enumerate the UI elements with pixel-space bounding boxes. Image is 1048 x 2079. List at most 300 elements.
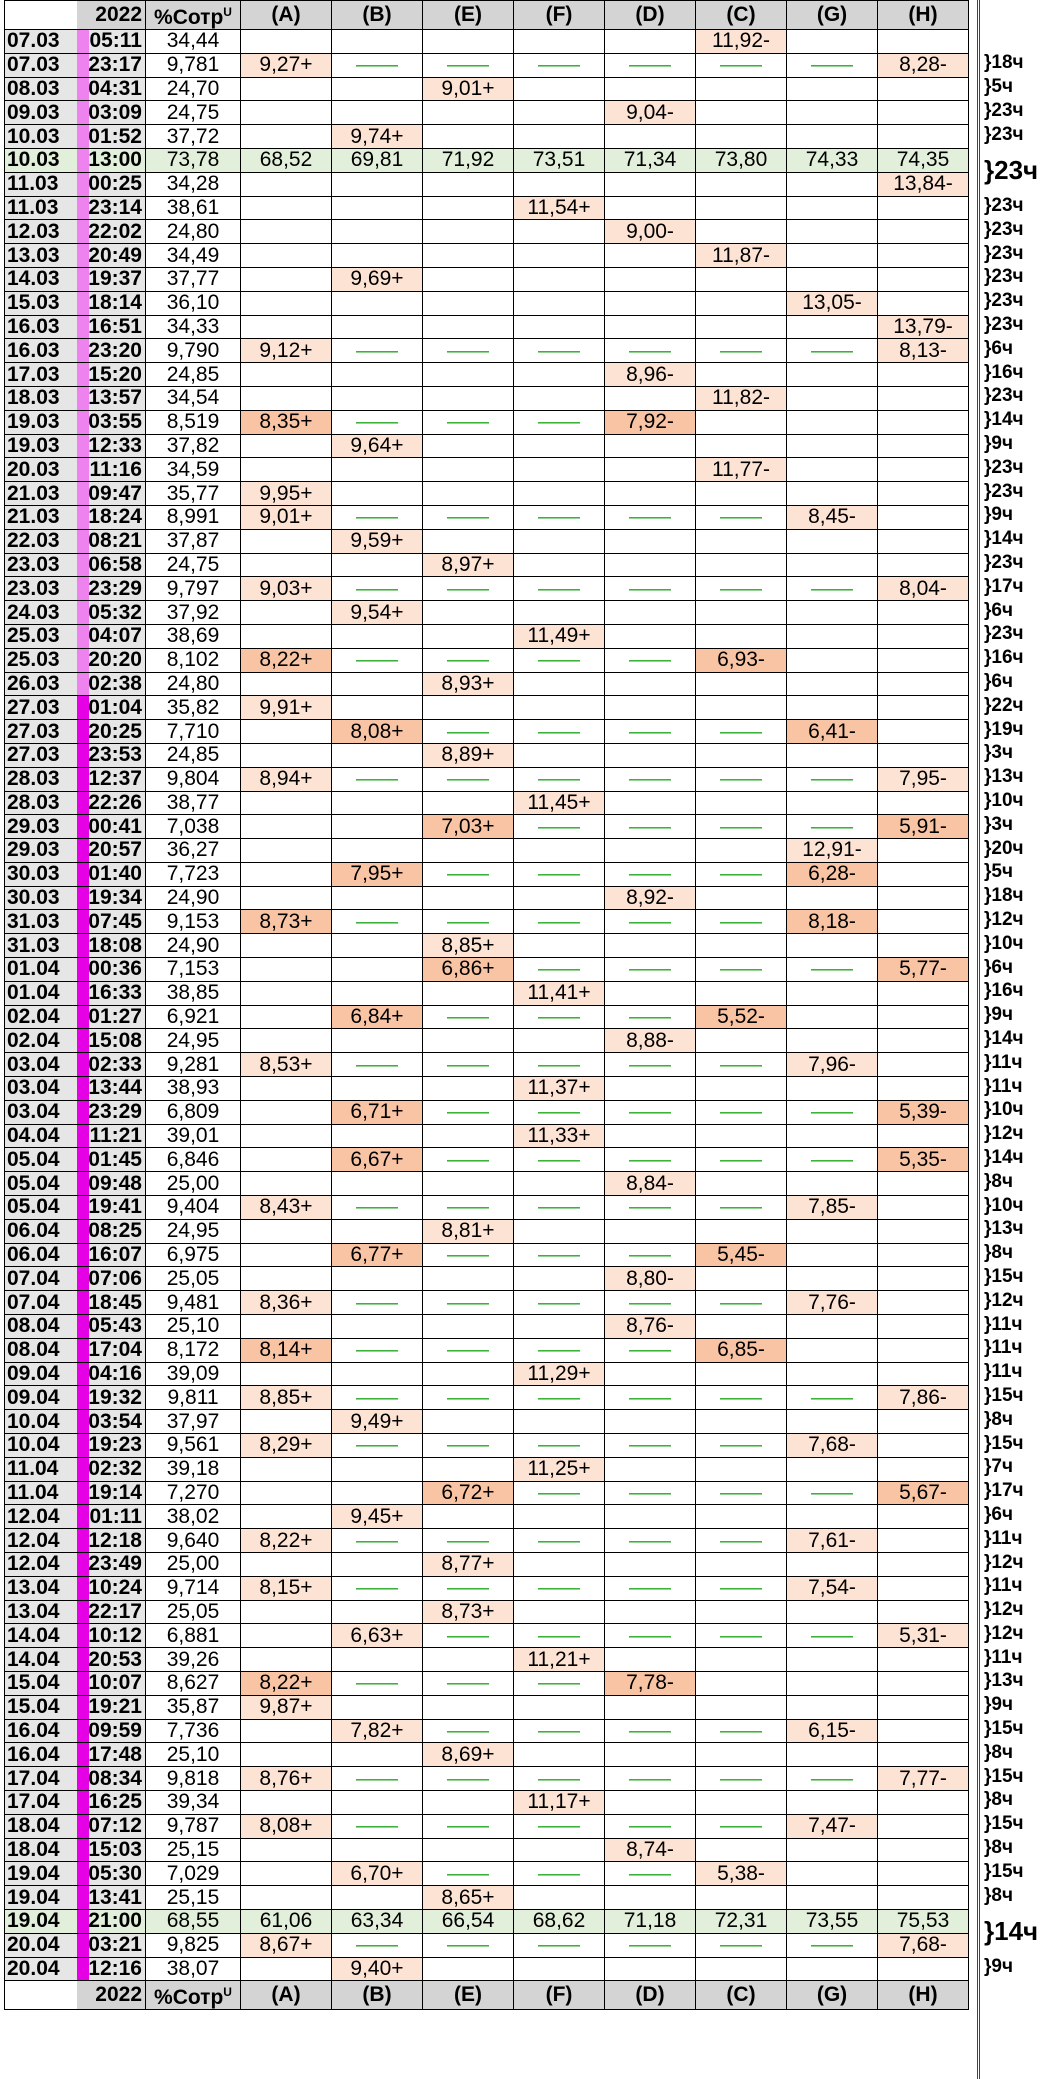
cell-b: —— <box>332 1933 423 1957</box>
interval-table <box>4 0 969 2010</box>
cell-g <box>787 1315 878 1339</box>
row-pct: 6,809 <box>146 1100 241 1124</box>
cell-g <box>787 77 878 101</box>
cell-h <box>878 624 969 648</box>
cell-a: 8,94+ <box>241 767 332 791</box>
row-pct: 39,01 <box>146 1124 241 1148</box>
cell-c: 11,92- <box>696 30 787 54</box>
interval-mark: }11ч <box>984 1313 1023 1335</box>
row-date: 06.04 <box>5 1243 77 1267</box>
period-marker <box>77 1862 89 1885</box>
row-time: 11:16 <box>77 458 146 482</box>
interval-mark: }15ч <box>984 1813 1024 1835</box>
cell-h: 7,77- <box>878 1767 969 1791</box>
cell-a <box>241 672 332 696</box>
cell-d <box>605 672 696 696</box>
cell-c <box>696 1838 787 1862</box>
cell-c: 5,52- <box>696 1005 787 1029</box>
table-row <box>5 1315 969 1339</box>
cell-f <box>514 458 605 482</box>
row-pct: 68,55 <box>146 1909 241 1933</box>
interval-mark: }23ч <box>984 155 1039 186</box>
header-col-h: (H) <box>878 1 969 30</box>
cell-b <box>332 839 423 863</box>
row-time: 11:21 <box>77 1124 146 1148</box>
cell-h: 8,04- <box>878 577 969 601</box>
interval-mark: }16ч <box>984 647 1024 669</box>
cell-d: —— <box>605 1481 696 1505</box>
row-time: 00:36 <box>77 958 146 982</box>
table-row <box>5 1196 969 1220</box>
cell-b <box>332 815 423 839</box>
row-pct: 7,038 <box>146 815 241 839</box>
cell-c: 11,82- <box>696 386 787 410</box>
cell-a: 9,01+ <box>241 505 332 529</box>
row-time: 15:08 <box>77 1029 146 1053</box>
row-time: 23:17 <box>77 53 146 77</box>
cell-d: —— <box>605 1243 696 1267</box>
cell-c <box>696 529 787 553</box>
row-date: 25.03 <box>5 648 77 672</box>
table-row <box>5 1553 969 1577</box>
cell-a <box>241 196 332 220</box>
cell-g <box>787 30 878 54</box>
cell-c <box>696 696 787 720</box>
interval-mark: }8ч <box>984 1789 1013 1811</box>
interval-mark: }11ч <box>984 1337 1023 1359</box>
cell-e: —— <box>423 910 514 934</box>
table-row <box>5 53 969 77</box>
cell-g <box>787 791 878 815</box>
cell-d: —— <box>605 1933 696 1957</box>
row-date: 27.03 <box>5 743 77 767</box>
table-row <box>5 220 969 244</box>
cell-c <box>696 743 787 767</box>
interval-mark: }8ч <box>984 1242 1013 1264</box>
cell-c <box>696 482 787 506</box>
cell-e <box>423 1315 514 1339</box>
cell-e: —— <box>423 1386 514 1410</box>
cell-h <box>878 30 969 54</box>
cell-d <box>605 696 696 720</box>
cell-g <box>787 624 878 648</box>
period-marker <box>77 244 89 267</box>
table-row <box>5 1243 969 1267</box>
cell-a <box>241 1410 332 1434</box>
interval-mark: }23ч <box>984 385 1024 407</box>
row-pct: 25,00 <box>146 1172 241 1196</box>
period-marker <box>77 1624 89 1647</box>
cell-b: 6,70+ <box>332 1862 423 1886</box>
row-pct: 8,627 <box>146 1671 241 1695</box>
cell-b: 9,64+ <box>332 434 423 458</box>
row-pct: 39,26 <box>146 1648 241 1672</box>
cell-c: —— <box>696 53 787 77</box>
cell-e: —— <box>423 505 514 529</box>
cell-b <box>332 1362 423 1386</box>
cell-g: 7,54- <box>787 1576 878 1600</box>
cell-g: —— <box>787 1624 878 1648</box>
cell-d: 8,88- <box>605 1029 696 1053</box>
row-time: 03:21 <box>77 1933 146 1957</box>
cell-a <box>241 1243 332 1267</box>
cell-h <box>878 1362 969 1386</box>
row-time: 01:04 <box>77 696 146 720</box>
cell-b <box>332 624 423 648</box>
table-row <box>5 1291 969 1315</box>
cell-g <box>787 1648 878 1672</box>
row-pct: 24,85 <box>146 743 241 767</box>
cell-h <box>878 720 969 744</box>
row-date: 16.03 <box>5 315 77 339</box>
cell-b <box>332 1315 423 1339</box>
cell-f: —— <box>514 1933 605 1957</box>
table-row <box>5 1219 969 1243</box>
row-date: 14.04 <box>5 1624 77 1648</box>
cell-a: 9,12+ <box>241 339 332 363</box>
cell-f: —— <box>514 1291 605 1315</box>
period-marker <box>77 1291 89 1314</box>
cell-c <box>696 1267 787 1291</box>
cell-a <box>241 1457 332 1481</box>
cell-a <box>241 77 332 101</box>
period-marker <box>77 649 89 672</box>
interval-mark: }17ч <box>984 1480 1024 1502</box>
cell-a <box>241 1862 332 1886</box>
row-time: 03:55 <box>77 410 146 434</box>
period-marker <box>77 1410 89 1433</box>
row-date: 15.03 <box>5 291 77 315</box>
cell-f <box>514 434 605 458</box>
cell-c: 11,77- <box>696 458 787 482</box>
cell-h <box>878 1338 969 1362</box>
cell-c: —— <box>696 862 787 886</box>
cell-e <box>423 1648 514 1672</box>
cell-f: —— <box>514 648 605 672</box>
cell-h <box>878 1648 969 1672</box>
period-marker <box>77 1053 89 1076</box>
cell-h <box>878 363 969 387</box>
interval-mark: }16ч <box>984 980 1024 1002</box>
cell-b: 63,34 <box>332 1909 423 1933</box>
cell-c <box>696 410 787 434</box>
row-pct: 35,77 <box>146 482 241 506</box>
row-pct: 9,818 <box>146 1767 241 1791</box>
cell-h <box>878 1053 969 1077</box>
cell-a <box>241 743 332 767</box>
period-marker <box>77 1886 89 1909</box>
row-date: 10.03 <box>5 125 77 149</box>
cell-g <box>787 1005 878 1029</box>
cell-d <box>605 839 696 863</box>
table-row <box>5 1386 969 1410</box>
period-marker <box>77 1648 89 1671</box>
period-marker <box>77 744 89 767</box>
row-time: 07:12 <box>77 1814 146 1838</box>
cell-f <box>514 1838 605 1862</box>
cell-e <box>423 363 514 387</box>
cell-f: 68,62 <box>514 1909 605 1933</box>
cell-b: —— <box>332 1053 423 1077</box>
cell-d <box>605 981 696 1005</box>
cell-b: —— <box>332 1338 423 1362</box>
cell-f <box>514 30 605 54</box>
cell-d: —— <box>605 958 696 982</box>
interval-mark: }5ч <box>984 76 1013 98</box>
row-date: 15.04 <box>5 1695 77 1719</box>
cell-f <box>514 743 605 767</box>
cell-d: 8,74- <box>605 1838 696 1862</box>
row-pct: 38,07 <box>146 1957 241 1981</box>
table-row <box>5 1267 969 1291</box>
cell-g <box>787 220 878 244</box>
cell-d <box>605 1457 696 1481</box>
interval-mark: }23ч <box>984 623 1024 645</box>
interval-mark: }9ч <box>984 1694 1013 1716</box>
row-pct: 25,05 <box>146 1267 241 1291</box>
cell-e <box>423 1457 514 1481</box>
row-pct: 6,881 <box>146 1624 241 1648</box>
row-date: 19.04 <box>5 1862 77 1886</box>
cell-c <box>696 172 787 196</box>
cell-f <box>514 77 605 101</box>
row-time: 22:26 <box>77 791 146 815</box>
cell-h <box>878 1434 969 1458</box>
cell-e <box>423 791 514 815</box>
row-date: 29.03 <box>5 839 77 863</box>
table-row <box>5 981 969 1005</box>
cell-h: 5,31- <box>878 1624 969 1648</box>
cell-c <box>696 553 787 577</box>
cell-c <box>696 1315 787 1339</box>
cell-h <box>878 1600 969 1624</box>
cell-a: 61,06 <box>241 1909 332 1933</box>
cell-d <box>605 934 696 958</box>
row-pct: 25,00 <box>146 1553 241 1577</box>
table-row <box>5 101 969 125</box>
cell-a <box>241 862 332 886</box>
cell-d <box>605 77 696 101</box>
row-pct: 9,481 <box>146 1291 241 1315</box>
cell-f <box>514 529 605 553</box>
cell-b: —— <box>332 1434 423 1458</box>
cell-h: 13,84- <box>878 172 969 196</box>
row-pct: 36,27 <box>146 839 241 863</box>
row-pct: 24,75 <box>146 553 241 577</box>
cell-b: 7,82+ <box>332 1719 423 1743</box>
interval-mark: }6ч <box>984 671 1013 693</box>
row-time: 17:04 <box>77 1338 146 1362</box>
row-time: 15:20 <box>77 363 146 387</box>
cell-f <box>514 363 605 387</box>
cell-h <box>878 1219 969 1243</box>
row-pct: 38,93 <box>146 1077 241 1101</box>
table-row <box>5 910 969 934</box>
cell-b: 6,84+ <box>332 1005 423 1029</box>
cell-e: —— <box>423 648 514 672</box>
interval-mark: }14ч <box>984 528 1024 550</box>
cell-a: 9,03+ <box>241 577 332 601</box>
row-pct: 9,640 <box>146 1529 241 1553</box>
period-marker <box>77 1148 89 1171</box>
period-marker <box>77 625 89 648</box>
table-row <box>5 672 969 696</box>
row-date: 10.04 <box>5 1434 77 1458</box>
cell-a <box>241 791 332 815</box>
cell-d <box>605 1124 696 1148</box>
row-time: 20:20 <box>77 648 146 672</box>
row-pct: 9,787 <box>146 1814 241 1838</box>
row-date: 13.04 <box>5 1600 77 1624</box>
cell-g: —— <box>787 958 878 982</box>
cell-d <box>605 172 696 196</box>
table-row <box>5 505 969 529</box>
cell-d: —— <box>605 1338 696 1362</box>
cell-a <box>241 1077 332 1101</box>
row-time: 04:16 <box>77 1362 146 1386</box>
cell-h <box>878 101 969 125</box>
footer-col-a: (A) <box>241 1981 332 2010</box>
cell-b: 9,54+ <box>332 601 423 625</box>
cell-b <box>332 672 423 696</box>
table-row <box>5 1743 969 1767</box>
cell-f: 11,29+ <box>514 1362 605 1386</box>
row-pct: 7,736 <box>146 1719 241 1743</box>
row-date: 11.04 <box>5 1481 77 1505</box>
cell-e <box>423 886 514 910</box>
cell-e: —— <box>423 1148 514 1172</box>
row-pct: 6,975 <box>146 1243 241 1267</box>
table-row <box>5 363 969 387</box>
cell-d: —— <box>605 577 696 601</box>
period-marker <box>77 1077 89 1100</box>
table-row <box>5 1505 969 1529</box>
cell-a <box>241 1100 332 1124</box>
cell-e <box>423 267 514 291</box>
row-date: 12.04 <box>5 1529 77 1553</box>
row-date: 19.04 <box>5 1909 77 1933</box>
row-date: 08.03 <box>5 77 77 101</box>
period-marker <box>77 1529 89 1552</box>
row-time: 13:00 <box>77 148 146 172</box>
period-marker <box>77 792 89 815</box>
table-row <box>5 1695 969 1719</box>
cell-e: —— <box>423 720 514 744</box>
row-time: 18:24 <box>77 505 146 529</box>
cell-f: —— <box>514 1100 605 1124</box>
cell-d: —— <box>605 1196 696 1220</box>
cell-g <box>787 696 878 720</box>
interval-mark: }13ч <box>984 1218 1024 1240</box>
table-row <box>5 1005 969 1029</box>
cell-d: —— <box>605 815 696 839</box>
interval-mark: }14ч <box>984 1146 1024 1168</box>
cell-c: —— <box>696 1148 787 1172</box>
row-time: 16:07 <box>77 1243 146 1267</box>
header-col-b: (B) <box>332 1 423 30</box>
cell-e: —— <box>423 1100 514 1124</box>
row-date: 07.04 <box>5 1291 77 1315</box>
period-marker <box>77 530 89 553</box>
cell-e: —— <box>423 1576 514 1600</box>
cell-a: 8,29+ <box>241 1434 332 1458</box>
cell-c <box>696 291 787 315</box>
cell-e <box>423 1790 514 1814</box>
cell-f <box>514 1029 605 1053</box>
cell-g: 7,68- <box>787 1434 878 1458</box>
cell-e <box>423 1838 514 1862</box>
cell-f <box>514 482 605 506</box>
cell-b: 8,08+ <box>332 720 423 744</box>
cell-b <box>332 1077 423 1101</box>
cell-c: —— <box>696 720 787 744</box>
row-time: 19:34 <box>77 886 146 910</box>
cell-c <box>696 1600 787 1624</box>
cell-c: —— <box>696 1529 787 1553</box>
table-row <box>5 1338 969 1362</box>
table-row <box>5 601 969 625</box>
row-date: 19.03 <box>5 434 77 458</box>
cell-f <box>514 267 605 291</box>
period-marker <box>77 220 89 243</box>
cell-b <box>332 553 423 577</box>
cell-e: —— <box>423 1933 514 1957</box>
table-row <box>5 958 969 982</box>
cell-g: 74,33 <box>787 148 878 172</box>
cell-a <box>241 172 332 196</box>
period-marker <box>77 910 89 933</box>
cell-a <box>241 1267 332 1291</box>
cell-b: —— <box>332 1576 423 1600</box>
row-time: 10:24 <box>77 1576 146 1600</box>
footer-year: 2022 <box>77 1981 146 2010</box>
row-date: 23.03 <box>5 553 77 577</box>
row-date: 13.03 <box>5 244 77 268</box>
cell-g <box>787 1172 878 1196</box>
interval-mark: }18ч <box>984 52 1024 74</box>
table-row <box>5 886 969 910</box>
cell-b: —— <box>332 910 423 934</box>
row-date: 18.04 <box>5 1814 77 1838</box>
cell-e <box>423 1077 514 1101</box>
cell-b <box>332 244 423 268</box>
interval-mark: }23ч <box>984 290 1024 312</box>
cell-g: 73,55 <box>787 1909 878 1933</box>
cell-g <box>787 101 878 125</box>
cell-c: —— <box>696 1196 787 1220</box>
table-row <box>5 1790 969 1814</box>
cell-h <box>878 529 969 553</box>
interval-mark: }23ч <box>984 266 1024 288</box>
cell-e: —— <box>423 1767 514 1791</box>
cell-b <box>332 1553 423 1577</box>
row-time: 16:51 <box>77 315 146 339</box>
footer-col-c: (C) <box>696 1981 787 2010</box>
interval-mark: }18ч <box>984 885 1024 907</box>
cell-e <box>423 696 514 720</box>
cell-f: —— <box>514 815 605 839</box>
row-time: 09:47 <box>77 482 146 506</box>
row-date: 17.04 <box>5 1790 77 1814</box>
cell-c <box>696 934 787 958</box>
cell-h <box>878 1505 969 1529</box>
cell-e: —— <box>423 767 514 791</box>
interval-mark: }14ч <box>984 1916 1039 1947</box>
cell-b <box>332 220 423 244</box>
cell-g <box>787 553 878 577</box>
row-time: 05:32 <box>77 601 146 625</box>
row-date: 23.03 <box>5 577 77 601</box>
